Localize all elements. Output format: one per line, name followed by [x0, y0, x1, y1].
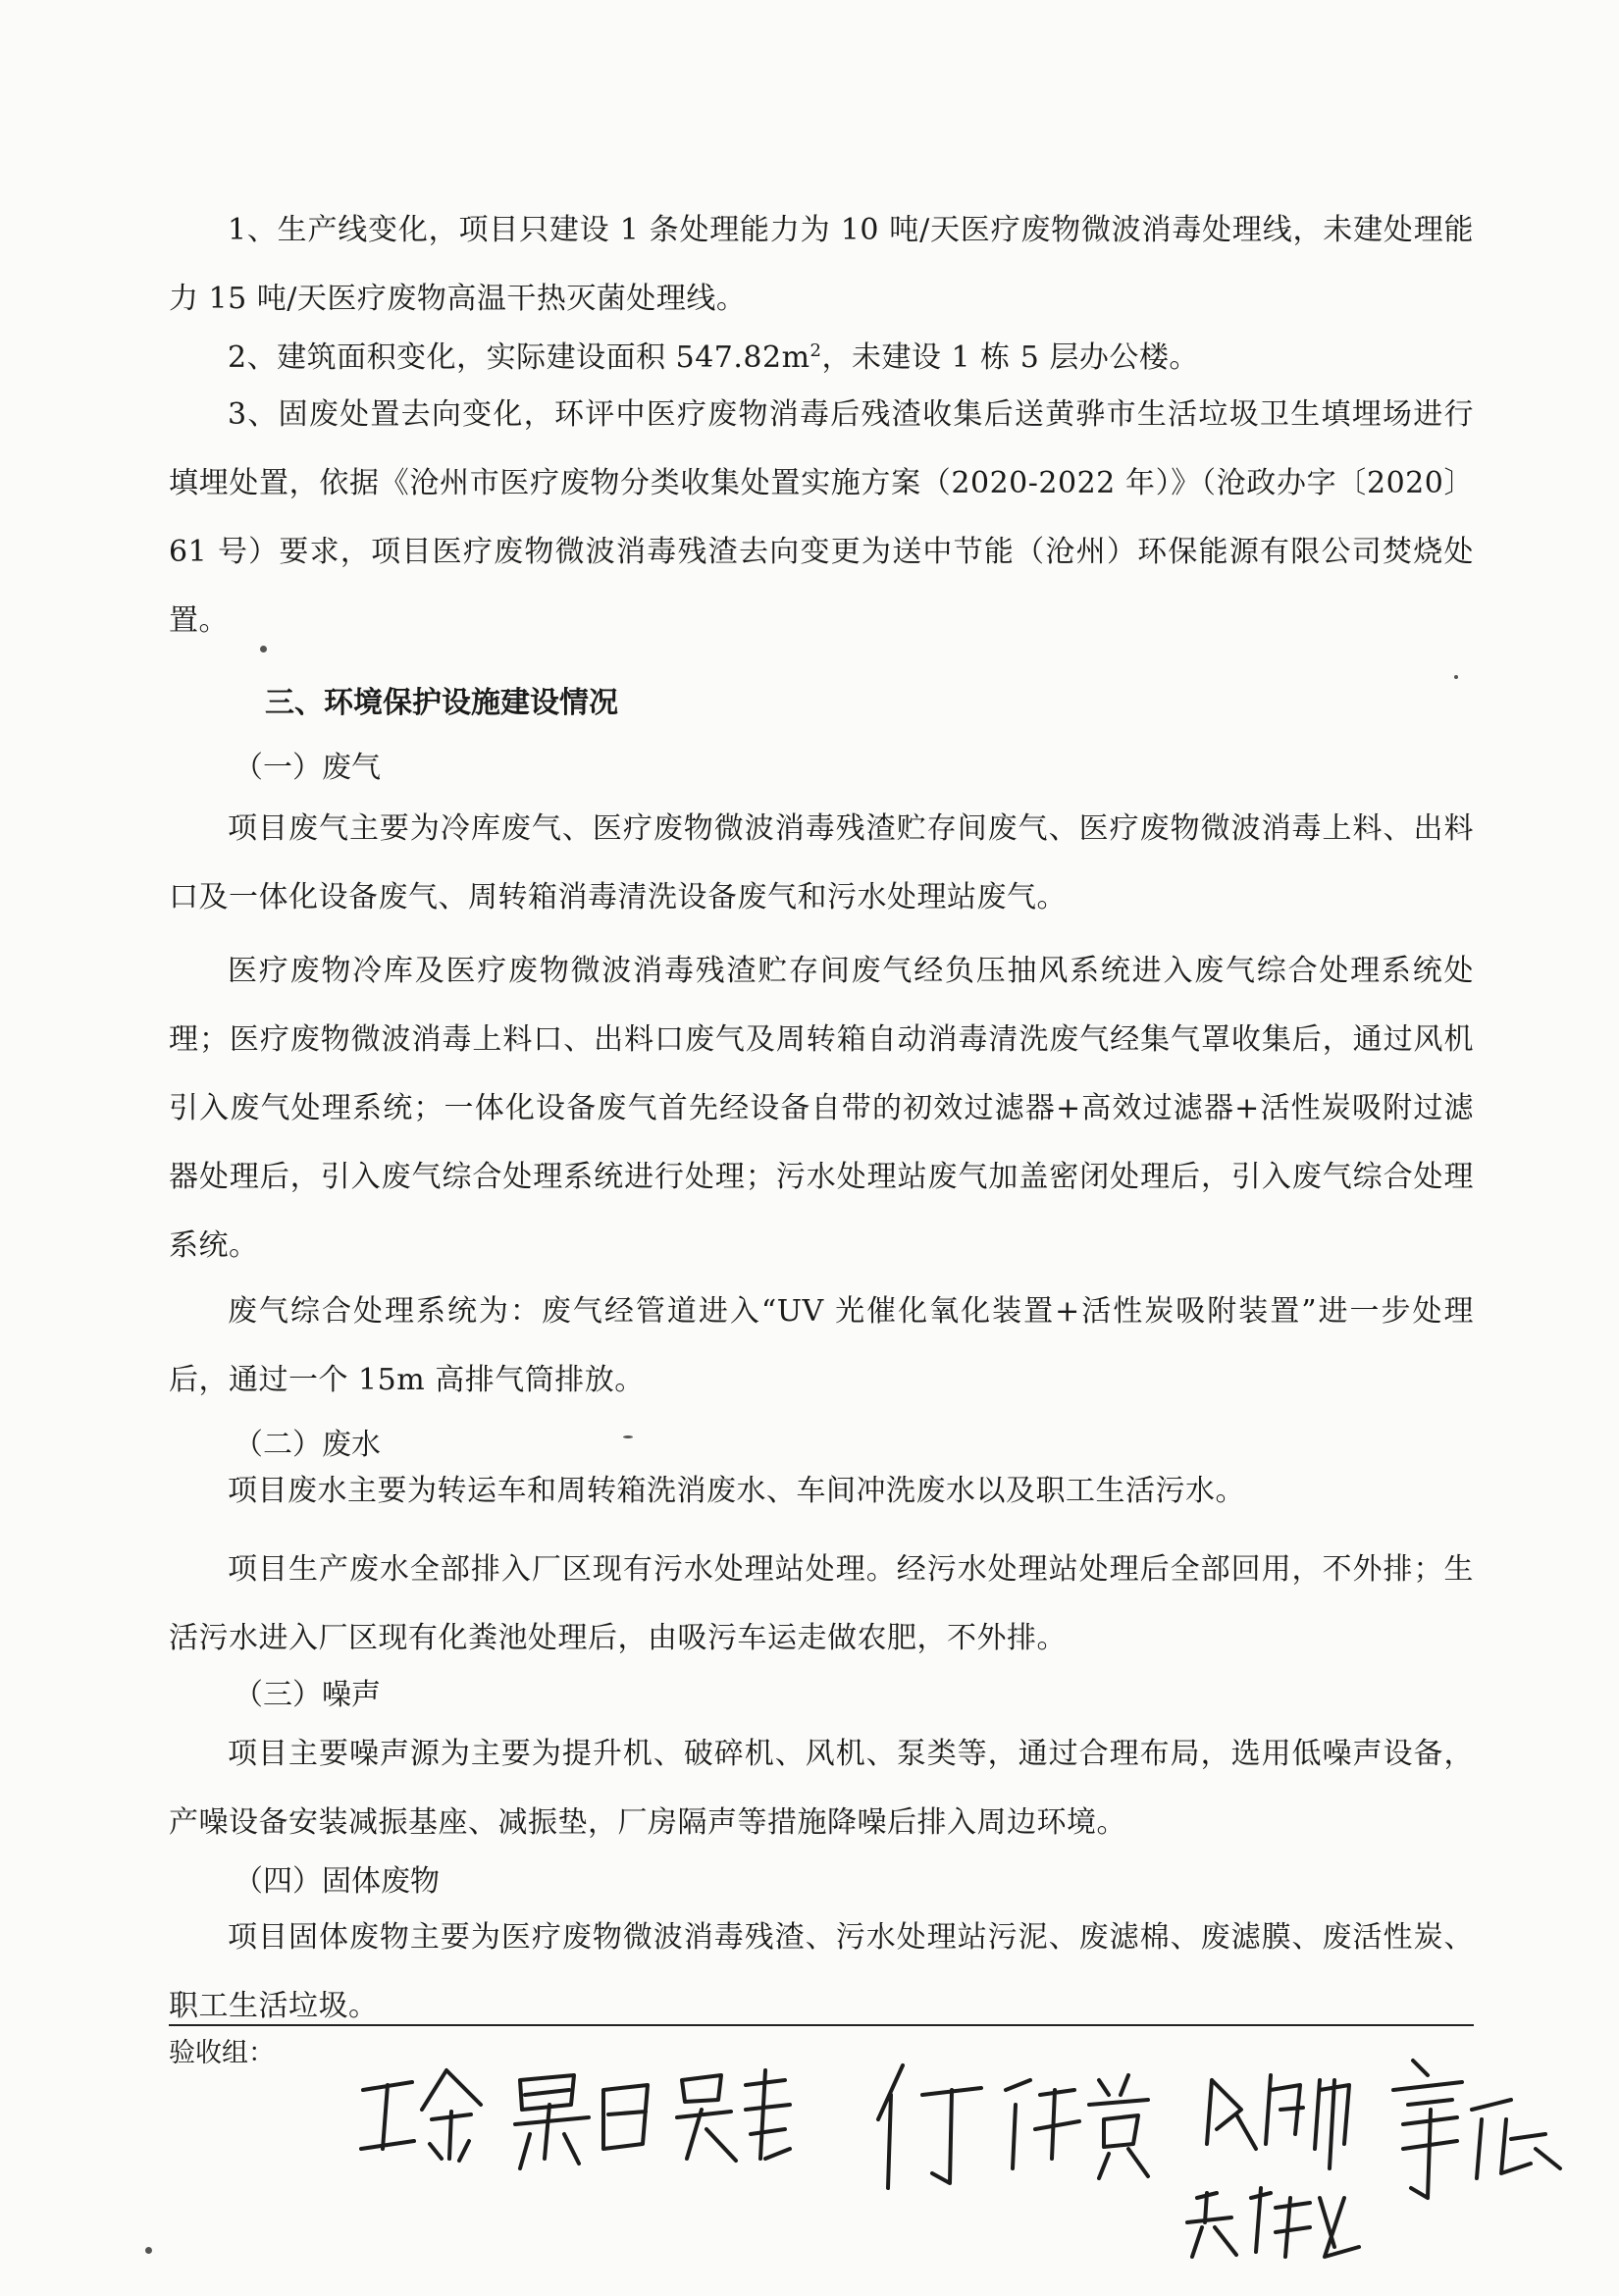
- heading-waste-water: （二）废水: [234, 1428, 381, 1462]
- heading-solid-waste: （四）固体废物: [234, 1864, 440, 1899]
- acceptance-group-label: 验收组：: [169, 2038, 275, 2068]
- heading-waste-gas: （一）废气: [234, 751, 381, 785]
- scan-speck: [145, 2247, 152, 2254]
- paragraph-waste-water-treatment: 项目生产废水全部排入厂区现有污水处理站处理。经污水处理站处理后全部回用，不外排；生活污水进入厂区现有化粪池处理后，由吸污车运走做农肥，不外排。: [169, 1552, 1474, 1655]
- area-unit-superscript: 2: [810, 340, 822, 361]
- signature-4: [878, 2065, 1148, 2188]
- signature-1: [361, 2070, 481, 2161]
- signature-2: [515, 2075, 648, 2168]
- building-area-text: 2、建筑面积变化，实际建设面积 547.82m: [228, 340, 810, 375]
- signatures-image: [353, 2051, 1590, 2296]
- paragraph-waste-gas-sources: 项目废气主要为冷库废气、医疗废物微波消毒残渣贮存间废气、医疗废物微波消毒上料、出料口及一体化设备废气、周转箱消毒清洗设备废气和污水处理站废气。: [169, 811, 1474, 914]
- building-area-text-end: ，未建设 1 栋 5 层办公楼。: [821, 340, 1199, 375]
- scan-speck: [260, 646, 267, 652]
- paragraph-waste-gas-system: 废气综合处理系统为：废气经管道进入“UV 光催化氧化装置+活性炭吸附装置”进一步处理后，通过一个 15m 高排气筒排放。: [169, 1294, 1474, 1397]
- signature-5: [1207, 2075, 1349, 2168]
- paragraph-solid-waste: 项目固体废物主要为医疗废物微波消毒残渣、污水处理站污泥、废滤棉、废滤膜、废活性炭、职工生活垃圾。: [169, 1920, 1474, 2023]
- paragraph-production-line: 1、生产线变化，项目只建设 1 条处理能力为 10 吨/天医疗废物微波消毒处理线，未建处理能力 15 吨/天医疗废物高温干热灭菌处理线。: [169, 213, 1474, 316]
- scan-speck: [1454, 675, 1458, 679]
- heading-noise: （三）噪声: [234, 1678, 381, 1712]
- paragraph-noise: 项目主要噪声源为主要为提升机、破碎机、风机、泵类等，通过合理布局，选用低噪声设备，产噪设备安装减振基座、减振垫，厂房隔声等措施降噪后排入周边环境。: [169, 1737, 1474, 1840]
- paragraph-solid-waste-disposal: 3、固废处置去向变化，环评中医疗废物消毒后残渣收集后送黄骅市生活垃圾卫生填埋场进行填埋处置，依据《沧州市医疗废物分类收集处置实施方案（2020-2022 年）》（沧政办字〔2020〕61 号）要求，项目医疗废物微波消毒残渣去向变更为送中节能（沧州）环保能源有限公司焚烧处置。: [169, 397, 1474, 638]
- signature-3: [677, 2070, 790, 2161]
- paragraph-waste-water-sources: 项目废水主要为转运车和周转箱洗消废水、车间冲洗废水以及职工生活污水。: [228, 1474, 1245, 1508]
- divider-line: [169, 2024, 1474, 2026]
- paragraph-waste-gas-treatment: 医疗废物冷库及医疗废物微波消毒残渣贮存间废气经负压抽风系统进入废气综合处理系统处理；医疗废物微波消毒上料口、出料口废气及周转箱自动消毒清洗废气经集气罩收集后，通过风机引入废气处理系统；一体化设备废气首先经设备自带的初效过滤器+高效过滤器+活性炭吸附过滤器处理后，引入废气综合处理系统进行处理；污水处理站废气加盖密闭处理后，引入废气综合处理系统。: [169, 954, 1474, 1263]
- signature-6: [1187, 2188, 1359, 2257]
- scan-speck: [623, 1435, 633, 1438]
- signature-7: [1393, 2061, 1560, 2198]
- section-title: 三、环境保护设施建设情况: [265, 686, 618, 720]
